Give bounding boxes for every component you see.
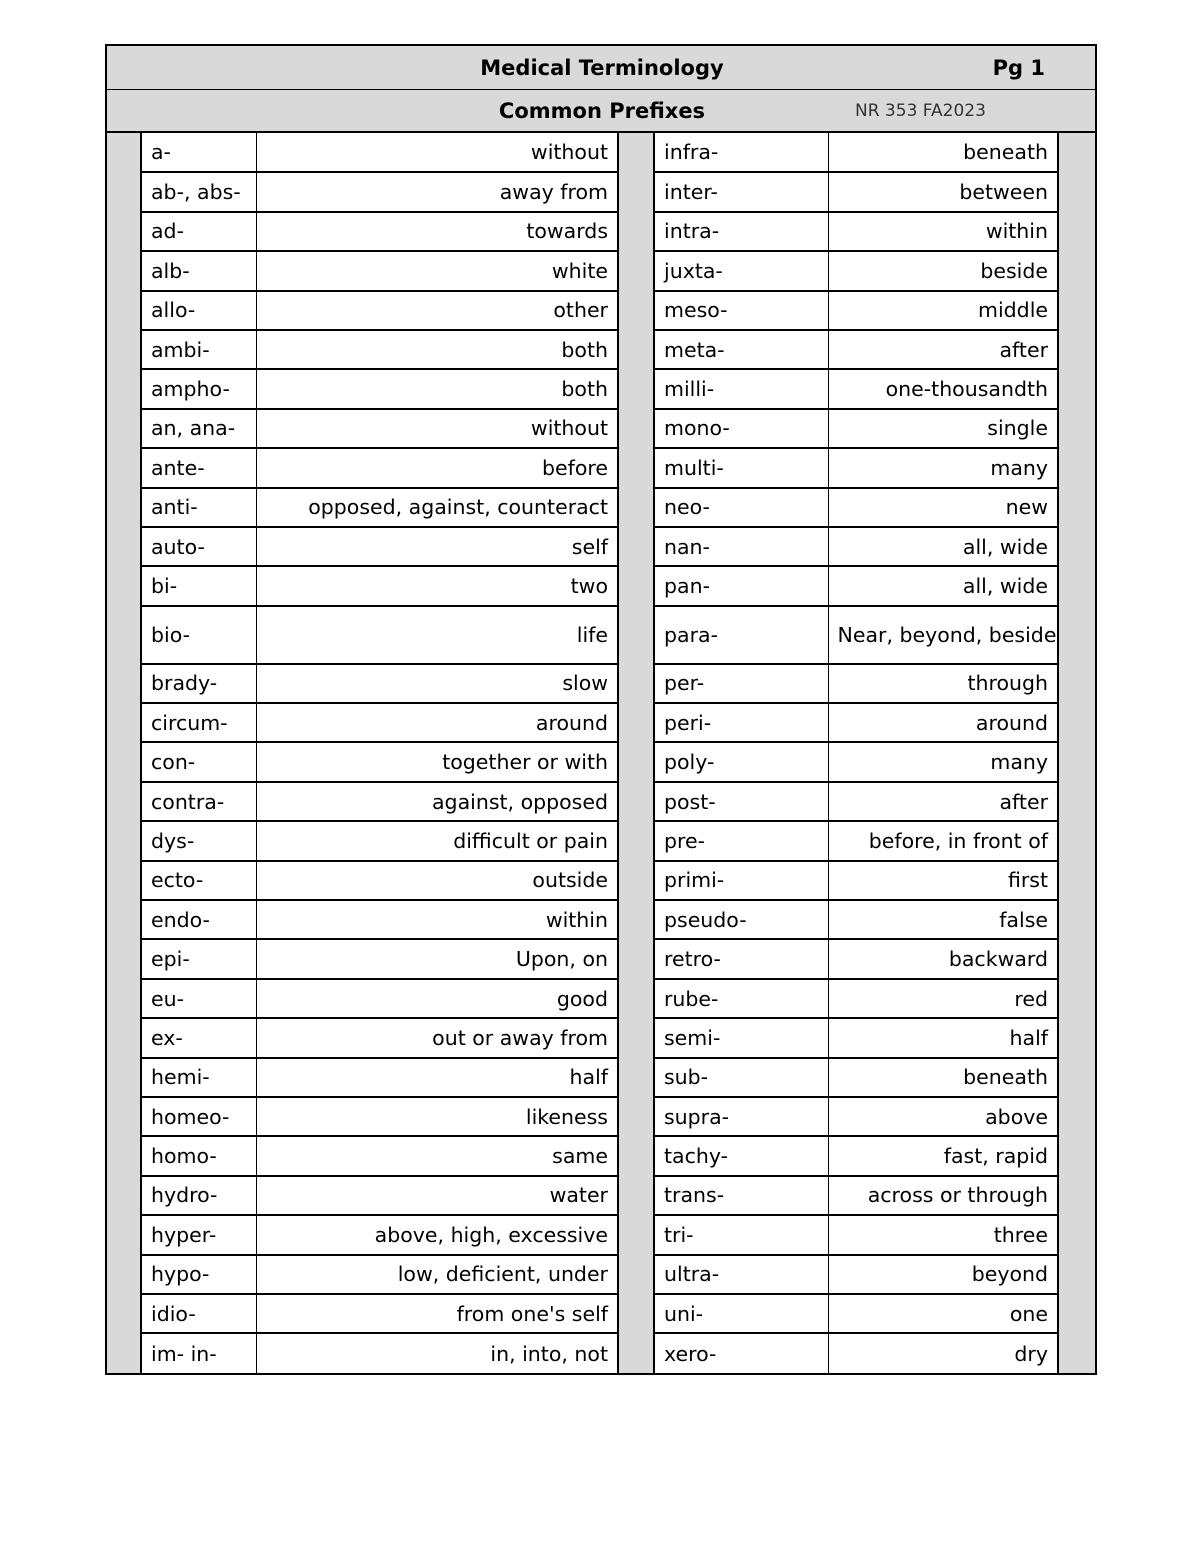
left-gutter	[107, 1294, 141, 1333]
right-prefix-cell: infra-	[654, 133, 828, 172]
right-meaning-cell: between	[828, 172, 1058, 211]
right-meaning-cell: dry	[828, 1333, 1058, 1372]
left-gutter	[107, 291, 141, 330]
left-meaning-cell: within	[256, 900, 618, 939]
right-meaning-cell: middle	[828, 291, 1058, 330]
left-meaning-cell: around	[256, 703, 618, 742]
right-gutter	[1058, 1018, 1095, 1057]
left-gutter	[107, 448, 141, 487]
left-meaning-cell: two	[256, 566, 618, 605]
right-meaning-cell: beside	[828, 251, 1058, 290]
left-meaning-cell: towards	[256, 212, 618, 251]
left-gutter	[107, 900, 141, 939]
right-gutter	[1058, 566, 1095, 605]
right-meaning-cell: through	[828, 664, 1058, 703]
left-meaning-cell: outside	[256, 861, 618, 900]
table-row	[107, 488, 1095, 527]
middle-gutter	[618, 1176, 654, 1215]
right-prefix-cell: poly-	[654, 742, 828, 781]
right-meaning-cell: false	[828, 900, 1058, 939]
left-meaning-cell: life	[256, 606, 618, 664]
right-gutter	[1058, 330, 1095, 369]
right-prefix-cell: sub-	[654, 1058, 828, 1097]
middle-gutter	[618, 291, 654, 330]
left-meaning-cell: together or with	[256, 742, 618, 781]
left-meaning-cell: good	[256, 979, 618, 1018]
middle-gutter	[618, 212, 654, 251]
left-prefix-cell: ad-	[141, 212, 256, 251]
right-prefix-cell: peri-	[654, 703, 828, 742]
right-gutter	[1058, 527, 1095, 566]
right-meaning-cell: new	[828, 488, 1058, 527]
left-meaning-cell: opposed, against, counteract	[256, 488, 618, 527]
right-prefix-cell: trans-	[654, 1176, 828, 1215]
right-gutter	[1058, 1176, 1095, 1215]
left-prefix-cell: allo-	[141, 291, 256, 330]
section-title: Common Prefixes	[498, 99, 706, 123]
right-gutter	[1058, 172, 1095, 211]
left-meaning-cell: half	[256, 1058, 618, 1097]
right-meaning-cell: within	[828, 212, 1058, 251]
left-meaning-cell: water	[256, 1176, 618, 1215]
right-prefix-cell: pan-	[654, 566, 828, 605]
left-prefix-cell: hydro-	[141, 1176, 256, 1215]
right-meaning-cell: fast, rapid	[828, 1136, 1058, 1175]
right-gutter	[1058, 251, 1095, 290]
middle-gutter	[618, 448, 654, 487]
right-prefix-cell: primi-	[654, 861, 828, 900]
left-gutter	[107, 1176, 141, 1215]
table-row	[107, 1294, 1095, 1333]
left-prefix-cell: epi-	[141, 939, 256, 978]
middle-gutter	[618, 939, 654, 978]
right-gutter	[1058, 1058, 1095, 1097]
left-prefix-cell: an, ana-	[141, 409, 256, 448]
left-gutter	[107, 664, 141, 703]
left-meaning-cell: slow	[256, 664, 618, 703]
right-gutter	[1058, 861, 1095, 900]
middle-gutter	[618, 566, 654, 605]
table-row	[107, 1176, 1095, 1215]
left-gutter	[107, 1255, 141, 1294]
prefix-sheet	[105, 44, 1097, 1375]
right-prefix-cell: inter-	[654, 172, 828, 211]
left-meaning-cell: white	[256, 251, 618, 290]
right-gutter	[1058, 1097, 1095, 1136]
right-prefix-cell: pre-	[654, 821, 828, 860]
right-gutter	[1058, 939, 1095, 978]
right-prefix-cell: supra-	[654, 1097, 828, 1136]
left-meaning-cell: before	[256, 448, 618, 487]
right-prefix-cell: nan-	[654, 527, 828, 566]
left-prefix-cell: bi-	[141, 566, 256, 605]
right-meaning-cell: all, wide	[828, 566, 1058, 605]
left-meaning-cell: self	[256, 527, 618, 566]
middle-gutter	[618, 1018, 654, 1057]
left-gutter	[107, 566, 141, 605]
left-gutter	[107, 1097, 141, 1136]
left-gutter	[107, 212, 141, 251]
right-gutter	[1058, 488, 1095, 527]
left-prefix-cell: homo-	[141, 1136, 256, 1175]
middle-gutter	[618, 251, 654, 290]
middle-gutter	[618, 979, 654, 1018]
left-prefix-cell: a-	[141, 133, 256, 172]
right-prefix-cell: ultra-	[654, 1255, 828, 1294]
right-prefix-cell: para-	[654, 606, 828, 664]
left-meaning-cell: against, opposed	[256, 782, 618, 821]
right-gutter	[1058, 133, 1095, 172]
table-row	[107, 330, 1095, 369]
left-gutter	[107, 369, 141, 408]
left-gutter	[107, 821, 141, 860]
left-prefix-cell: ecto-	[141, 861, 256, 900]
right-prefix-cell: tri-	[654, 1215, 828, 1254]
left-prefix-cell: hemi-	[141, 1058, 256, 1097]
table-row	[107, 979, 1095, 1018]
prefix-table	[107, 133, 1095, 1373]
right-meaning-cell: half	[828, 1018, 1058, 1057]
right-meaning-cell: beneath	[828, 133, 1058, 172]
table-row	[107, 1215, 1095, 1254]
right-meaning-cell: after	[828, 782, 1058, 821]
table-row	[107, 133, 1095, 172]
left-prefix-cell: circum-	[141, 703, 256, 742]
right-prefix-cell: milli-	[654, 369, 828, 408]
right-gutter	[1058, 291, 1095, 330]
left-meaning-cell: same	[256, 1136, 618, 1175]
page-number: Pg 1	[992, 56, 1045, 80]
right-meaning-cell: across or through	[828, 1176, 1058, 1215]
middle-gutter	[618, 527, 654, 566]
right-gutter	[1058, 1255, 1095, 1294]
table-row	[107, 369, 1095, 408]
left-prefix-cell: anti-	[141, 488, 256, 527]
right-meaning-cell: one	[828, 1294, 1058, 1333]
left-prefix-cell: alb-	[141, 251, 256, 290]
right-meaning-cell: Near, beyond, beside	[828, 606, 1058, 664]
left-gutter	[107, 1136, 141, 1175]
left-meaning-cell: other	[256, 291, 618, 330]
middle-gutter	[618, 172, 654, 211]
right-prefix-cell: rube-	[654, 979, 828, 1018]
table-row	[107, 1058, 1095, 1097]
left-meaning-cell: low, deficient, under	[256, 1255, 618, 1294]
right-meaning-cell: beneath	[828, 1058, 1058, 1097]
table-row	[107, 703, 1095, 742]
right-meaning-cell: red	[828, 979, 1058, 1018]
left-gutter	[107, 527, 141, 566]
right-gutter	[1058, 900, 1095, 939]
right-meaning-cell: around	[828, 703, 1058, 742]
left-prefix-cell: eu-	[141, 979, 256, 1018]
right-prefix-cell: multi-	[654, 448, 828, 487]
left-prefix-cell: auto-	[141, 527, 256, 566]
right-gutter	[1058, 1333, 1095, 1372]
left-meaning-cell: both	[256, 330, 618, 369]
left-gutter	[107, 742, 141, 781]
sheet-header	[107, 46, 1095, 90]
left-gutter	[107, 1018, 141, 1057]
left-prefix-cell: ab-, abs-	[141, 172, 256, 211]
middle-gutter	[618, 703, 654, 742]
table-row	[107, 448, 1095, 487]
table-row	[107, 172, 1095, 211]
left-gutter	[107, 330, 141, 369]
course-code: NR 353 FA2023	[855, 101, 986, 121]
left-prefix-cell: con-	[141, 742, 256, 781]
right-gutter	[1058, 212, 1095, 251]
right-meaning-cell: above	[828, 1097, 1058, 1136]
left-prefix-cell: hypo-	[141, 1255, 256, 1294]
left-meaning-cell: away from	[256, 172, 618, 211]
middle-gutter	[618, 900, 654, 939]
left-gutter	[107, 1215, 141, 1254]
right-prefix-cell: retro-	[654, 939, 828, 978]
right-meaning-cell: one-thousandth	[828, 369, 1058, 408]
left-prefix-cell: homeo-	[141, 1097, 256, 1136]
table-row	[107, 212, 1095, 251]
right-prefix-cell: xero-	[654, 1333, 828, 1372]
left-gutter	[107, 861, 141, 900]
left-gutter	[107, 939, 141, 978]
right-gutter	[1058, 664, 1095, 703]
middle-gutter	[618, 742, 654, 781]
left-gutter	[107, 172, 141, 211]
left-meaning-cell: Upon, on	[256, 939, 618, 978]
middle-gutter	[618, 1255, 654, 1294]
left-gutter	[107, 979, 141, 1018]
right-gutter	[1058, 1136, 1095, 1175]
table-row	[107, 251, 1095, 290]
right-prefix-cell: tachy-	[654, 1136, 828, 1175]
left-meaning-cell: out or away from	[256, 1018, 618, 1057]
table-row	[107, 527, 1095, 566]
left-meaning-cell: likeness	[256, 1097, 618, 1136]
middle-gutter	[618, 1333, 654, 1372]
middle-gutter	[618, 369, 654, 408]
right-meaning-cell: single	[828, 409, 1058, 448]
left-gutter	[107, 488, 141, 527]
left-meaning-cell: above, high, excessive	[256, 1215, 618, 1254]
table-row	[107, 742, 1095, 781]
right-gutter	[1058, 606, 1095, 664]
left-prefix-cell: bio-	[141, 606, 256, 664]
table-row	[107, 782, 1095, 821]
right-meaning-cell: all, wide	[828, 527, 1058, 566]
left-meaning-cell: from one's self	[256, 1294, 618, 1333]
table-row	[107, 291, 1095, 330]
middle-gutter	[618, 488, 654, 527]
right-prefix-cell: post-	[654, 782, 828, 821]
right-gutter	[1058, 742, 1095, 781]
right-prefix-cell: semi-	[654, 1018, 828, 1057]
middle-gutter	[618, 821, 654, 860]
left-prefix-cell: endo-	[141, 900, 256, 939]
right-meaning-cell: first	[828, 861, 1058, 900]
sheet-subheader	[107, 90, 1095, 133]
left-gutter	[107, 703, 141, 742]
right-gutter	[1058, 369, 1095, 408]
right-gutter	[1058, 782, 1095, 821]
left-gutter	[107, 1058, 141, 1097]
right-meaning-cell: after	[828, 330, 1058, 369]
left-prefix-cell: ambi-	[141, 330, 256, 369]
right-gutter	[1058, 821, 1095, 860]
right-prefix-cell: per-	[654, 664, 828, 703]
right-prefix-cell: neo-	[654, 488, 828, 527]
table-row	[107, 1018, 1095, 1057]
right-prefix-cell: meta-	[654, 330, 828, 369]
right-gutter	[1058, 703, 1095, 742]
middle-gutter	[618, 861, 654, 900]
middle-gutter	[618, 1215, 654, 1254]
right-meaning-cell: many	[828, 448, 1058, 487]
left-gutter	[107, 1333, 141, 1372]
middle-gutter	[618, 133, 654, 172]
left-meaning-cell: difficult or pain	[256, 821, 618, 860]
left-prefix-cell: ampho-	[141, 369, 256, 408]
table-row	[107, 1136, 1095, 1175]
left-prefix-cell: contra-	[141, 782, 256, 821]
left-gutter	[107, 606, 141, 664]
right-prefix-cell: pseudo-	[654, 900, 828, 939]
left-meaning-cell: both	[256, 369, 618, 408]
middle-gutter	[618, 1097, 654, 1136]
middle-gutter	[618, 1136, 654, 1175]
right-meaning-cell: many	[828, 742, 1058, 781]
left-prefix-cell: brady-	[141, 664, 256, 703]
table-row	[107, 664, 1095, 703]
left-meaning-cell: without	[256, 133, 618, 172]
right-meaning-cell: beyond	[828, 1255, 1058, 1294]
left-gutter	[107, 251, 141, 290]
table-row	[107, 606, 1095, 664]
right-prefix-cell: juxta-	[654, 251, 828, 290]
right-gutter	[1058, 448, 1095, 487]
left-prefix-cell: im- in-	[141, 1333, 256, 1372]
left-prefix-cell: hyper-	[141, 1215, 256, 1254]
middle-gutter	[618, 1058, 654, 1097]
left-gutter	[107, 782, 141, 821]
table-row	[107, 861, 1095, 900]
right-gutter	[1058, 979, 1095, 1018]
left-prefix-cell: ante-	[141, 448, 256, 487]
left-gutter	[107, 409, 141, 448]
left-meaning-cell: in, into, not	[256, 1333, 618, 1372]
middle-gutter	[618, 330, 654, 369]
right-prefix-cell: meso-	[654, 291, 828, 330]
right-gutter	[1058, 1294, 1095, 1333]
table-row	[107, 939, 1095, 978]
right-prefix-cell: intra-	[654, 212, 828, 251]
middle-gutter	[618, 664, 654, 703]
prefix-table-body	[107, 133, 1095, 1373]
middle-gutter	[618, 606, 654, 664]
left-prefix-cell: dys-	[141, 821, 256, 860]
left-prefix-cell: idio-	[141, 1294, 256, 1333]
table-row	[107, 1097, 1095, 1136]
table-row	[107, 900, 1095, 939]
table-row	[107, 821, 1095, 860]
right-gutter	[1058, 1215, 1095, 1254]
left-gutter	[107, 133, 141, 172]
middle-gutter	[618, 409, 654, 448]
middle-gutter	[618, 1294, 654, 1333]
right-prefix-cell: uni-	[654, 1294, 828, 1333]
right-meaning-cell: before, in front of	[828, 821, 1058, 860]
sheet-title: Medical Terminology	[480, 56, 724, 80]
left-prefix-cell: ex-	[141, 1018, 256, 1057]
middle-gutter	[618, 782, 654, 821]
right-prefix-cell: mono-	[654, 409, 828, 448]
right-meaning-cell: backward	[828, 939, 1058, 978]
table-row	[107, 1255, 1095, 1294]
table-row	[107, 409, 1095, 448]
right-gutter	[1058, 409, 1095, 448]
left-meaning-cell: without	[256, 409, 618, 448]
table-row	[107, 1333, 1095, 1372]
right-meaning-cell: three	[828, 1215, 1058, 1254]
table-row	[107, 566, 1095, 605]
